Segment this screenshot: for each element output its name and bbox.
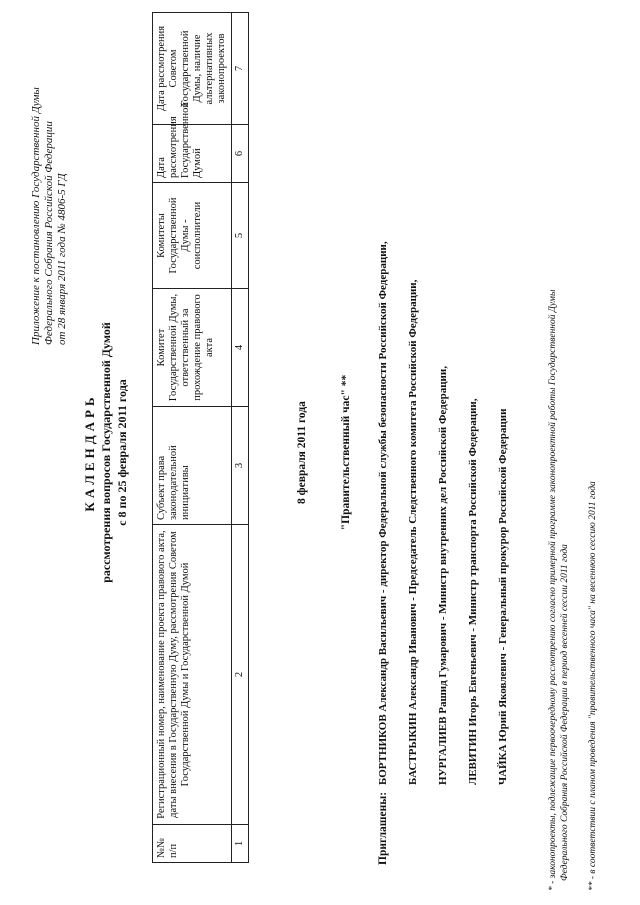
invitee-item: БОРТНИКОВ Александр Васильевич - директор Федеральной службы безопасности Российской Федерации, [377, 241, 389, 785]
footnote-1-continued: Федерального Собрания Российской Федерации в период весенней сессии 2011 года [560, 544, 570, 881]
column-number-cell: 7 [232, 13, 249, 125]
document-title: КАЛЕНДАРЬ [82, 393, 97, 512]
column-header-duma-date: Дата рассмотрения Государственной Думой [153, 125, 232, 183]
invitee-item: НУРГАЛИЕВ Рашид Гумарович - Министр внутренних дел Российской Федерации, [437, 366, 449, 785]
column-header-co-executors: Комитеты Государственной Думы - соисполнители [153, 183, 232, 289]
column-header-number: №№ п/п [153, 825, 232, 863]
table-header-row [153, 13, 232, 863]
column-number-cell: 4 [232, 289, 249, 407]
column-number-cell: 5 [232, 183, 249, 289]
calendar-table [152, 12, 249, 863]
footnote-2: ** - в соответствии с планом проведения "правительственного часа" на весеннюю сессию 2011 года [588, 481, 598, 891]
column-number-cell: 3 [232, 407, 249, 525]
column-header-initiative-subject: Субъект права законодательной инициативы [153, 407, 232, 525]
date-heading: 8 февраля 2011 года [296, 401, 308, 504]
appendix-line-2: Федерального Собрания Российской Федерации [43, 121, 55, 345]
column-header-council-date: Дата рассмотрения Советом Государственной Думы, наличие альтернативных законопроектов [153, 13, 232, 125]
appendix-note [30, 25, 69, 345]
document-subtitle: рассмотрения вопросов Государственной Думой [99, 322, 113, 583]
appendix-line-1: Приложение к постановлению Государственной Думы [30, 87, 42, 345]
invitee-item: ЧАЙКА Юрий Яковлевич - Генеральный прокурор Российской Федерации [497, 408, 509, 785]
footnote-1: * - законопроекты, подлежащие первоочередному рассмотрению согласно примерной программе законопроектной работы Государственной Думы [548, 289, 558, 891]
government-hour-heading: "Правительственный час" ** [340, 374, 352, 531]
column-number-cell: 1 [232, 825, 249, 863]
document-period: с 8 по 25 февраля 2011 года [115, 379, 129, 526]
column-number-cell: 2 [232, 525, 249, 825]
appendix-line-3: от 28 января 2011 года № 4806-5 ГД [56, 173, 68, 345]
table-row [232, 13, 249, 863]
column-header-responsible-committee: Комитет Государственной Думы, ответственный за прохождение правового акта [153, 289, 232, 407]
column-header-registration: Регистрационный номер, наименование проекта правового акта, даты внесения в Государственную Думу, рассмотрения Советом Государственной Думы и Государственной Думой [153, 525, 232, 825]
invitee-item: ЛЕВИТИН Игорь Евгеньевич - Министр транспорта Российской Федерации, [467, 398, 479, 785]
invitee-item: БАСТРЫКИН Александр Иванович - Председатель Следственного комитета Российской Федерации, [407, 279, 419, 785]
column-number-cell: 6 [232, 125, 249, 183]
invited-label: Приглашены: [377, 791, 389, 865]
